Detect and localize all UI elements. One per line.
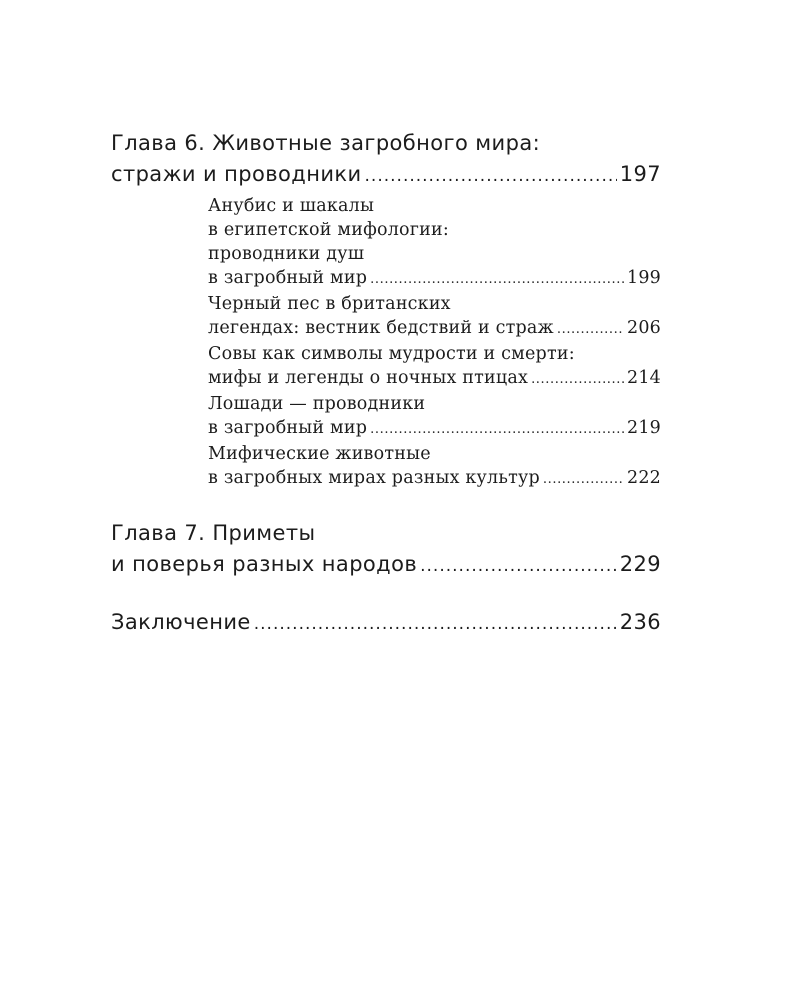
chapter-7-entry <box>111 549 661 582</box>
section-title-line: Лошади — проводники <box>208 394 426 414</box>
section-title-line: Черный пес в британских <box>208 294 451 314</box>
dot-leader <box>370 268 624 292</box>
section-entry <box>208 466 661 492</box>
toc-conclusion <box>111 607 661 640</box>
section-title-last-line: в загробный мир <box>208 418 368 438</box>
table-of-contents <box>111 128 661 640</box>
section-title-last-line: легендах: вестник бедствий и страж <box>208 318 554 338</box>
dot-leader <box>543 468 624 492</box>
toc-section <box>208 342 661 392</box>
conclusion-entry <box>111 607 661 640</box>
section-title-line: проводники душ <box>208 244 365 264</box>
dot-leader <box>365 161 617 192</box>
section-title-line: в египетской мифологии: <box>208 220 449 240</box>
chapter-7-page-number: 229 <box>619 552 661 576</box>
toc-section <box>208 292 661 342</box>
dot-leader <box>420 551 617 582</box>
section-title-last-line: в загробный мир <box>208 268 368 288</box>
toc-chapter-6 <box>111 128 661 192</box>
dot-leader <box>531 368 624 392</box>
section-page-number: 214 <box>626 368 661 388</box>
conclusion-page-number: 236 <box>619 610 661 634</box>
chapter-6-sections <box>111 194 661 492</box>
section-page-number: 199 <box>626 268 661 288</box>
chapter-6-entry <box>111 159 661 192</box>
chapter-6-title-line-2: стражи и проводники <box>111 162 362 186</box>
section-entry <box>208 416 661 442</box>
section-title-last-line: в загробных мирах разных культур <box>208 468 540 488</box>
section-page-number: 219 <box>626 418 661 438</box>
section-page-number: 222 <box>626 468 661 488</box>
section-title-line: Анубис и шакалы <box>208 196 375 216</box>
section-entry <box>208 316 661 342</box>
section-page-number: 206 <box>626 318 661 338</box>
dot-leader <box>370 418 624 442</box>
section-entry <box>208 266 661 292</box>
conclusion-title: Заключение <box>111 610 251 634</box>
chapter-6-title-line-1: Глава 6. Животные загробного мира: <box>111 131 541 155</box>
section-entry <box>208 366 661 392</box>
section-title-last-line: мифы и легенды о ночных птицах <box>208 368 529 388</box>
toc-section <box>208 392 661 442</box>
toc-section <box>208 442 661 492</box>
section-title-line: Мифические животные <box>208 444 431 464</box>
section-title-line: Совы как символы мудрости и смерти: <box>208 344 575 364</box>
dot-leader <box>557 318 624 342</box>
chapter-7-title-line-2: и поверья разных народов <box>111 552 418 576</box>
toc-chapter-7 <box>111 518 661 582</box>
toc-section <box>208 194 661 292</box>
chapter-7-title-line-1: Глава 7. Приметы <box>111 521 316 545</box>
dot-leader <box>254 609 617 640</box>
chapter-6-page-number: 197 <box>619 162 661 186</box>
